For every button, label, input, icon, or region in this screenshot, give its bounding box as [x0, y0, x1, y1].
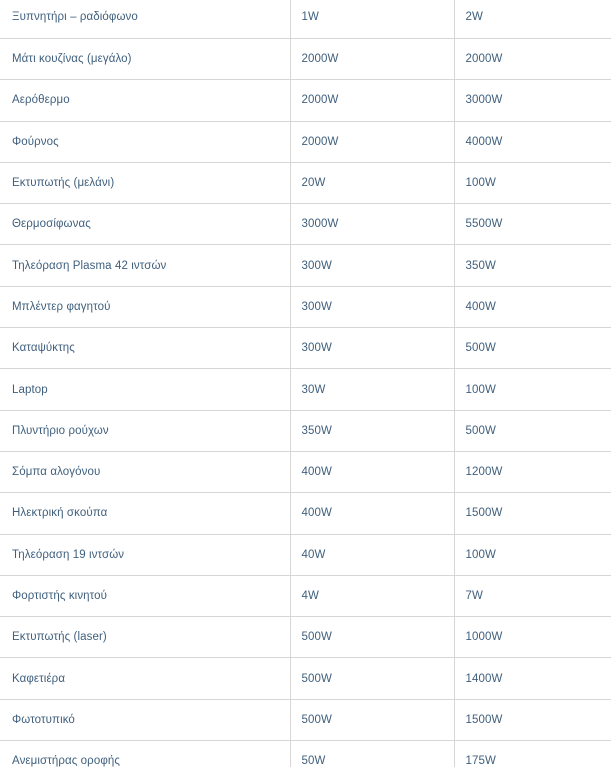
min-power-cell: 2000W: [290, 80, 454, 121]
table-row: [0, 699, 611, 740]
max-power-cell: 3000W: [454, 80, 611, 121]
device-name-cell: Ανεμιστήρας οροφής: [0, 741, 290, 767]
device-name-cell: Αερόθερμο: [0, 80, 290, 121]
device-name-cell: Ηλεκτρική σκούπα: [0, 493, 290, 534]
min-power-cell: 50W: [290, 741, 454, 767]
table-row: [0, 204, 611, 245]
device-name-cell: Μπλέντερ φαγητού: [0, 286, 290, 327]
min-power-cell: 500W: [290, 617, 454, 658]
device-name-cell: Εκτυπωτής (laser): [0, 617, 290, 658]
device-name-cell: Μάτι κουζίνας (μεγάλο): [0, 39, 290, 80]
table-row: [0, 286, 611, 327]
table-row: [0, 575, 611, 616]
min-power-cell: 300W: [290, 286, 454, 327]
max-power-cell: 7W: [454, 575, 611, 616]
device-name-cell: Φορτιστής κινητού: [0, 575, 290, 616]
table-row: [0, 741, 611, 767]
device-name-cell: Εκτυπωτής (μελάνι): [0, 162, 290, 203]
min-power-cell: 2000W: [290, 39, 454, 80]
device-name-cell: Τηλεόραση Plasma 42 ιντσών: [0, 245, 290, 286]
min-power-cell: 4W: [290, 575, 454, 616]
min-power-cell: 300W: [290, 245, 454, 286]
table-row: [0, 369, 611, 410]
device-name-cell: Θερμοσίφωνας: [0, 204, 290, 245]
max-power-cell: 1000W: [454, 617, 611, 658]
device-name-cell: Φούρνος: [0, 121, 290, 162]
min-power-cell: 40W: [290, 534, 454, 575]
max-power-cell: 400W: [454, 286, 611, 327]
max-power-cell: 1400W: [454, 658, 611, 699]
table-row: [0, 534, 611, 575]
table-row: [0, 0, 611, 39]
table-row: [0, 328, 611, 369]
device-name-cell: Laptop: [0, 369, 290, 410]
min-power-cell: 500W: [290, 658, 454, 699]
device-name-cell: Καταψύκτης: [0, 328, 290, 369]
table-row: [0, 80, 611, 121]
table-row: [0, 121, 611, 162]
min-power-cell: 300W: [290, 328, 454, 369]
max-power-cell: 2000W: [454, 39, 611, 80]
table-row: [0, 493, 611, 534]
min-power-cell: 3000W: [290, 204, 454, 245]
max-power-cell: 500W: [454, 328, 611, 369]
table-row: [0, 617, 611, 658]
min-power-cell: 20W: [290, 162, 454, 203]
max-power-cell: 5500W: [454, 204, 611, 245]
max-power-cell: 1500W: [454, 493, 611, 534]
device-name-cell: Τηλεόραση 19 ιντσών: [0, 534, 290, 575]
min-power-cell: 400W: [290, 493, 454, 534]
table-row: [0, 245, 611, 286]
max-power-cell: 175W: [454, 741, 611, 767]
max-power-cell: 350W: [454, 245, 611, 286]
device-name-cell: Πλυντήριο ρούχων: [0, 410, 290, 451]
min-power-cell: 1W: [290, 0, 454, 39]
table-row: [0, 39, 611, 80]
min-power-cell: 400W: [290, 451, 454, 492]
max-power-cell: 500W: [454, 410, 611, 451]
min-power-cell: 500W: [290, 699, 454, 740]
device-name-cell: Φωτοτυπικό: [0, 699, 290, 740]
max-power-cell: 1500W: [454, 699, 611, 740]
table-row: [0, 658, 611, 699]
table-row: [0, 162, 611, 203]
max-power-cell: 1200W: [454, 451, 611, 492]
table-row: [0, 451, 611, 492]
min-power-cell: 350W: [290, 410, 454, 451]
max-power-cell: 2W: [454, 0, 611, 39]
max-power-cell: 4000W: [454, 121, 611, 162]
min-power-cell: 30W: [290, 369, 454, 410]
min-power-cell: 2000W: [290, 121, 454, 162]
max-power-cell: 100W: [454, 162, 611, 203]
max-power-cell: 100W: [454, 369, 611, 410]
device-name-cell: Ξυπνητήρι – ραδιόφωνο: [0, 0, 290, 39]
max-power-cell: 100W: [454, 534, 611, 575]
table-row: [0, 410, 611, 451]
device-name-cell: Καφετιέρα: [0, 658, 290, 699]
device-name-cell: Σόμπα αλογόνου: [0, 451, 290, 492]
